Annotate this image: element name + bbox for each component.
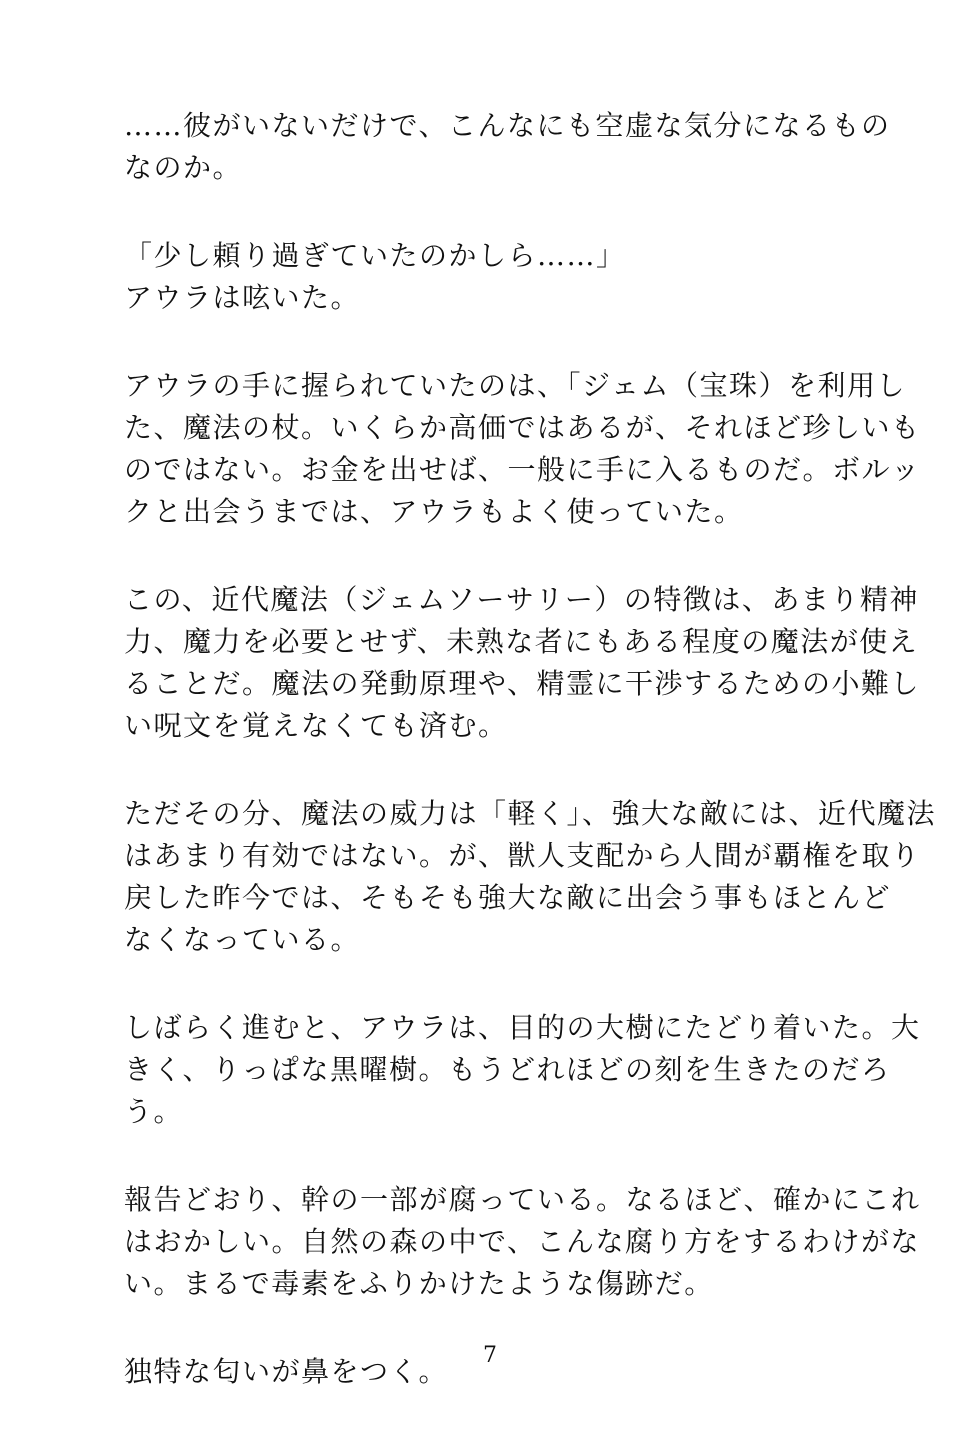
paragraph — [124, 793, 937, 961]
text-line: ただその分、魔法の威力は「軽く」、強大な敵には、近代魔法 — [124, 797, 937, 830]
text-line: い。まるで毒素をふりかけたような傷跡だ。 — [124, 1267, 714, 1300]
paragraph — [124, 105, 891, 189]
text-line: なのか。 — [124, 151, 243, 184]
text-line: ることだ。魔法の発動原理や、精霊に干渉するための小難し — [124, 667, 920, 700]
paragraph — [124, 235, 864, 319]
text-line: クと出会うまでは、アウラもよく使っていた。 — [124, 495, 744, 528]
text-line: のではない。お金を出せば、一般に手に入るものだ。ボルッ — [124, 453, 921, 486]
text-line: 「少し頼り過ぎていたのかしら……」 — [124, 239, 626, 272]
paragraph — [124, 365, 921, 533]
text-line: この、近代魔法（ジェムソーサリー）の特徴は、あまり精神 — [124, 583, 919, 616]
page-number: 7 — [483, 1343, 497, 1368]
text-line: アウラは呟いた。 — [124, 281, 361, 314]
paragraph — [124, 579, 920, 747]
text-line: なくなっている。 — [124, 923, 361, 956]
text-line: ……彼がいないだけで、こんなにも空虚な気分になるもの — [124, 109, 891, 142]
text-line: はおかしい。自然の森の中で、こんな腐り方をするわけがな — [124, 1225, 920, 1258]
paragraph — [124, 1179, 921, 1305]
text-line: た、魔法の杖。いくらか高価ではあるが、それほど珍しいも — [124, 411, 921, 444]
text-line: アウラの手に握られていたのは、「ジェム（宝珠）を利用し — [124, 369, 906, 402]
text-line: 力、魔力を必要とせず、未熟な者にもある程度の魔法が使え — [124, 625, 919, 658]
body-text — [124, 105, 937, 1439]
text-line: 独特な匂いが鼻をつく。 — [124, 1355, 448, 1388]
text-line: 報告どおり、幹の一部が腐っている。なるほど、確かにこれ — [124, 1183, 921, 1216]
text-line: う。 — [124, 1095, 184, 1128]
text-line: きく、りっぱな黒曜樹。もうどれほどの刻を生きたのだろ — [124, 1053, 891, 1086]
paragraph — [124, 1007, 921, 1133]
text-line: 戻した昨今では、そもそも強大な敵に出会う事もほとんど — [124, 881, 892, 914]
text-line: しばらく進むと、アウラは、目的の大樹にたどり着いた。大 — [124, 1011, 921, 1044]
text-line: はあまり有効ではない。が、獣人支配から人間が覇権を取り — [124, 839, 921, 872]
text-line: い呪文を覚えなくても済む。 — [124, 709, 508, 742]
